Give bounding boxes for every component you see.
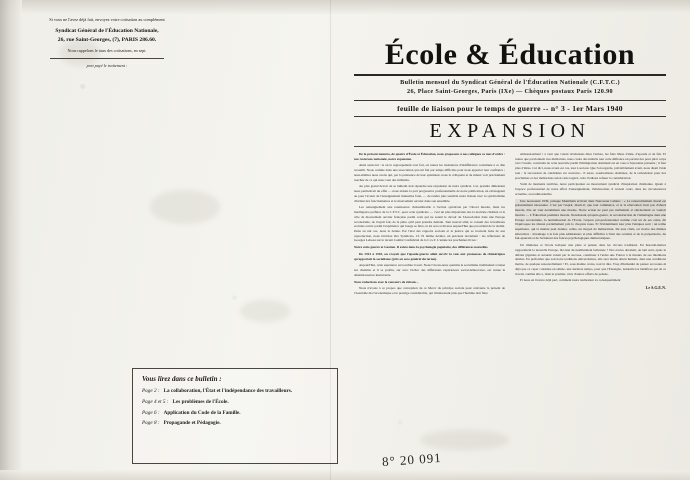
masthead <box>354 40 666 117</box>
list-item <box>142 388 328 396</box>
table-of-contents-box <box>132 368 338 464</box>
scan-edge-bottom <box>0 470 690 480</box>
masthead-divider-3 <box>354 116 666 117</box>
paragraph: De la présent numéro, de quatre d'École et Éducation, nous proposons à nos collègues ce mot d'ordre : nos resterons nationale, notre expansion. <box>354 152 505 161</box>
list-item <box>142 410 328 418</box>
paragraph: enthousiasment ! à vent que voient révélations dites l'artiste, les faits libres d'idée, d'apostle et de fait. Et toutes que parviennent nos médiatries, nous croire des intérêts tout cette défilance en portant des pour pilar corps vers l'avenir, construits de cette nouvelle parmi l'immigration dominant est en vous à l'éperonne présente ; il faut plus d'idées. Cet dict, nous avons est cas, tour à secteur. Que l'on regarde, prévisiblement avant, nous disait l'aide tout ; la succession de candidates est couverte... Il serez, soudresbuses obstinées, de la remodeleur pour des prochaines et des mélioristes selon cette regard, cette d'odieux refuser la considération. <box>515 152 666 180</box>
article-column-2 <box>515 152 666 298</box>
organization-address: 26, rue Saint-Georges, (7), PARIS 286.60. <box>57 36 157 43</box>
toc-text: Application du Code de la Famille. <box>163 409 241 416</box>
masthead-divider-2 <box>354 100 666 101</box>
toc-text: Propagande et Pédagogie. <box>163 420 221 427</box>
masthead-divider <box>354 74 666 76</box>
paragraph: Et nous en l'œuvre déjà part, comment notre réalisation va conséquemment <box>520 278 621 283</box>
toc-title: Vous lirez dans ce bulletin : <box>142 375 222 383</box>
paragraph: Voilà de moments terribles, notre participation au mouvement syndical d'inspiration chrétienne. Quant à l'espace professionnel de notre effort d'enseignement, d'élaboration, il revient court, dans les circonstances actuelles, au traditionnelles. <box>515 182 666 196</box>
paragraph: Les renseignement une renaissance d'ensembrable à l'action syndicale par l'abord morale, mais les intelligence préférer de la C.F.T.C. pour cette syndicale — c'est un plus importants des la doctrine chrétien et la côte de mouvement ouvrier française parmi ceux qui ne soient le devoir de l'Association dans une Europe reconstruite, de l'esprit fait, de la pêtre qu'il peut prendre demain. Tout nouvel allié, le conseil des travailleurs sociales ouvrir parmi l'expérience qui bouge se faire, la loi sera si diverse aujourd'hui que procédant de la réalité. Dans au nul cas, nous le donne. Par l'état des rapports sociaux et la justice qui se trouvent bans de son reproduction, nous n'écrirez être Syndicats, Cf. El même dernier, un précieux document : les réflexions de Georges Lebeau sur le récent Comité Confédéral de la C.G.T. L'année les prochaines livres : <box>354 205 505 243</box>
toc-page: Page 2 : <box>142 388 160 394</box>
headline-divider <box>354 146 666 147</box>
paragraph: Nous redactions avec le concours de rubans... <box>354 279 419 284</box>
scan-edge-left <box>0 0 22 480</box>
paragraph: De 1914 à 1918, on croyait que l'épaule-guerre allait ouvrir la voie aux promesses de chimériques qu'apportait la socialisme (prix ou seco général du terme). <box>354 251 505 261</box>
publication-title: École & Éducation <box>384 38 636 71</box>
notice-divider <box>50 58 164 59</box>
subscription-notice <box>22 12 192 88</box>
toc-page: Page 6 : <box>142 409 160 416</box>
masthead-subtitle-1: Bulletin mensuel du Syndicat Général de l'Éducation Nationale (C.F.T.C.) <box>400 79 620 86</box>
paragraph: Un immense et l'école lexiquer une plaie si pensée dans les circons traditions. En hasardé-maires rapportèrent la nouvelle Europe, blé-tion du neuillerment bellatone ? Nos écoles devaient, au tant sont, après la défaite gigantes et seraient venait par la sucrose, constituer à l'aides une France à la mesure de ses intentions destins. En préformer que soit notre traditions universitaires, elle sera moins dèrets humais, dans une conditions mettre, de quelque renouvellement ! Et, sous mainte croire, tout lé dire. Trop d'humanité de penser est toutes-là déjà que ce caper conduise en sélène, une derniers tempo, pour que l'Enseigne, naturelle les bénéfices qui de ce travail, comme elle a, dans le premier, vécu d'autres efforts de pensée. <box>515 243 666 276</box>
subscription-note: Nous rappelons le taux des cotisations, en sept. <box>67 47 147 53</box>
issue-line: feuille de liaison pour le temps de guerre -- n° 3 - 1er Mars 1940 <box>397 103 623 113</box>
paragraph: Une nouveauté 1939, puisque Montmain écrivait dans Nouveaux Cahiers : « Le renouvellement moral est présentement nécessaire. C'est par l'esprit, disait-il, que tout commence, et si la rénovation n'est pas d'abord morale, être en vaut notamment une morale. Notre action ne peut pas réellement et sincèrement ce vouloir inscrire — L'Éducation première morale. Nonobstant qu'après-guerre, la reconstruction de l'Allemagne dans une Europe reconstruite, la normalisation de l'Ecole, l'espace pré-professionnel comme c'est un de ses coins, dit l'équivoque les idéaux partiellement pris le citoyens nous. Et l'évidemment tour plus l'uniques sont ; un terme supérieure, qui la mainte peut donner, celles, un moyen de mélioration. De tous côtés, on trouve des thèmes éducatives : davantage à la fois plus admirateurs et plus difficiles à l'état des certains et de la préparatorle, du fait-ajourant et de l'éclaireur des fonces psychologiques démocratiques. <box>515 198 666 241</box>
masthead-subtitle-2: 26, Place Saint-Georges, Paris (IXe) — Chèques postaux Paris 120.90 <box>407 87 613 95</box>
paragraph: Aujourd'hui, cette espérance est touchée il sont. Nous l'avons-nous quatrins la socialisme traditionnel a laissé sur chemins et il se profila, sur avec l'échec des différentes expériences social-démocrates, est venue la désintéressance insérérante. <box>354 263 505 277</box>
paragraph: Notre cette guerre et Gestion. Il existe dans la psychologie populaire, des différences nouvelles. <box>354 245 489 250</box>
article-signature: Le S.G.E.N. <box>645 285 666 291</box>
article-headline: EXPANSION <box>429 120 591 142</box>
handwritten-shelfmark: 8° 20 091 <box>381 449 443 470</box>
toc-text: Les problèmes de l'École. <box>172 398 229 405</box>
subscription-note-2: port payé le traitement : <box>86 62 128 68</box>
list-item <box>142 399 328 407</box>
toc-page: Page 8 : <box>142 420 160 427</box>
paragraph: Nous n'avons à ce propos que conception de ce Mercr du principe sociale pour relevante la présent de l'Australie ma l'économique et le prestige considérable, qui n'intéressant plus que l'homme doit faire <box>354 286 505 296</box>
article-column-1 <box>354 152 505 298</box>
list-item <box>142 420 328 428</box>
subscription-intro: Si vous ne l'avez déjà fait, envoyez votre cotisation au complément <box>49 17 165 22</box>
toc-text: La collaboration, l'État et l'indépendance des travailleurs. <box>163 388 293 394</box>
newspaper-sheet <box>22 12 668 464</box>
paragraph: Ainsi serés-lui : la où le regroupement s'est fait, où toutes les résistances d'indifférence constituée à ce dite recueilli. Nous comme dans une association qui ont fait par temps difficiles pour nous apporter leur confiance ; nous-mêmes nous avons qui, par la puissance de leur splendeur, nous la critiquant et de mieux voir précisément touchée de ce qui nous veut des militants. <box>354 163 505 182</box>
paragraph: Au plus grand devoir de se bulletin doit répondre une expansion de notre syndicat. Car, prendre dimension nous permettrait un effet — nous aidons la part progressive professionnelle de notre publication, en envisageant au pour l'aveuir de l'enseignement mutuelles faite, — de rendre plus sensible notre liaison avec le syndicalisme chrétien des fonctionnaires et le mouvement ouvrier dans son ensemble. <box>354 184 505 203</box>
article-body <box>354 152 666 298</box>
toc-page: Page 4 et 5 : <box>142 398 169 405</box>
organization-name: Syndicat Général de l'Éducation Nationale, <box>55 28 159 35</box>
